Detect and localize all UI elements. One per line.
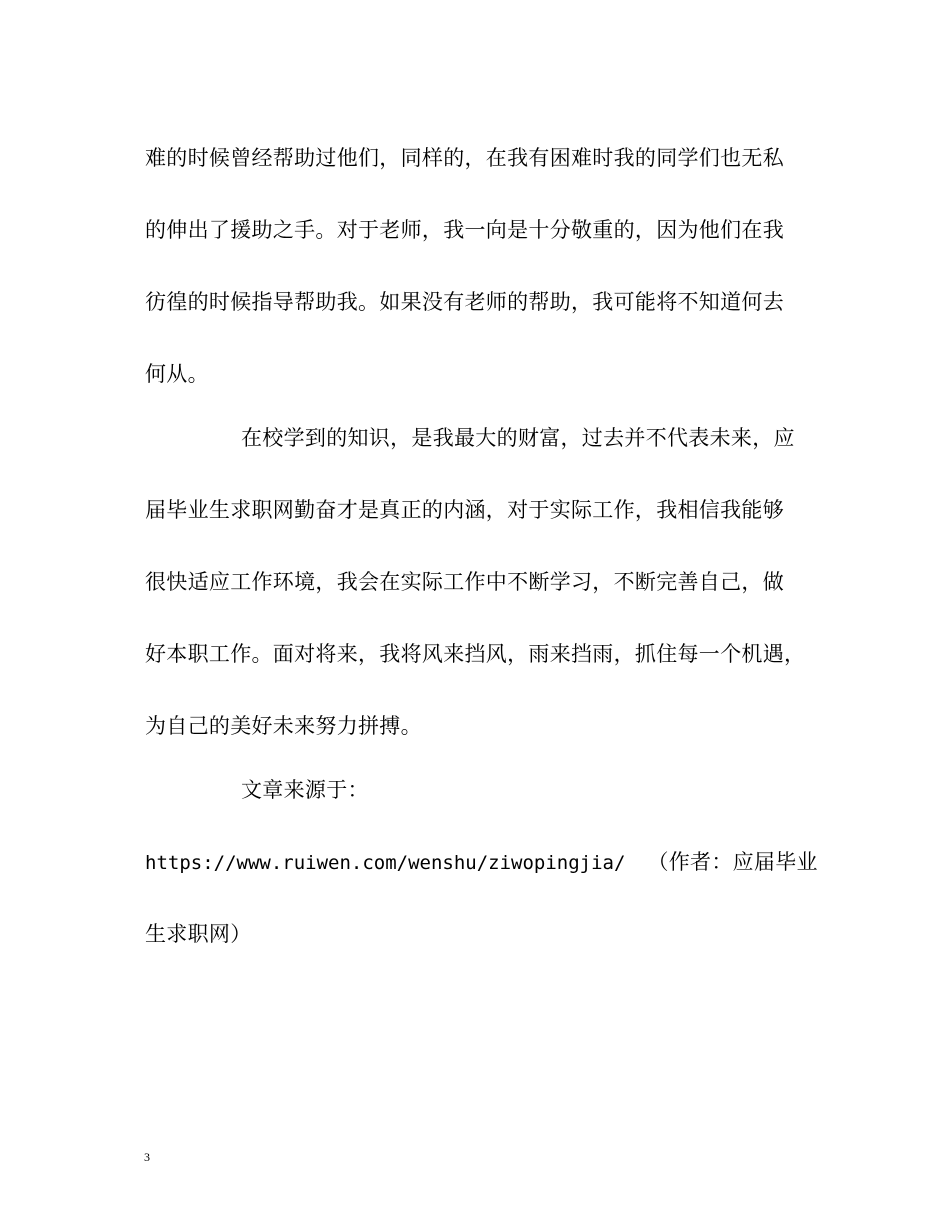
source-line	[145, 849, 818, 876]
paragraph-line: 难的时候曾经帮助过他们，同样的，在我有困难时我的同学们也无私	[145, 146, 784, 170]
source-author: （作者：应届毕业	[647, 850, 818, 874]
source-label: 文章来源于：	[241, 778, 369, 802]
paragraph-line: 在校学到的知识，是我最大的财富，过去并不代表未来，应	[241, 426, 795, 450]
paragraph-line: 为自己的美好未来努力拼搏。	[145, 714, 422, 738]
paragraph-line: 生求职网）	[145, 922, 252, 946]
paragraph-line: 何从。	[145, 362, 209, 386]
page-number: 3	[144, 1150, 150, 1164]
paragraph-line: 好本职工作。面对将来，我将风来挡风，雨来挡雨，抓住每一个机遇，	[145, 642, 806, 666]
paragraph-line: 届毕业生求职网勤奋才是真正的内涵，对于实际工作，我相信我能够	[145, 498, 784, 522]
paragraph-line: 的伸出了援助之手。对于老师，我一向是十分敬重的，因为他们在我	[145, 218, 784, 242]
source-url-link[interactable]: https://www.ruiwen.com/wenshu/ziwopingjia/	[145, 852, 626, 874]
paragraph-line: 很快适应工作环境，我会在实际工作中不断学习，不断完善自己，做	[145, 570, 784, 594]
paragraph-line: 彷徨的时候指导帮助我。如果没有老师的帮助，我可能将不知道何去	[145, 290, 784, 314]
